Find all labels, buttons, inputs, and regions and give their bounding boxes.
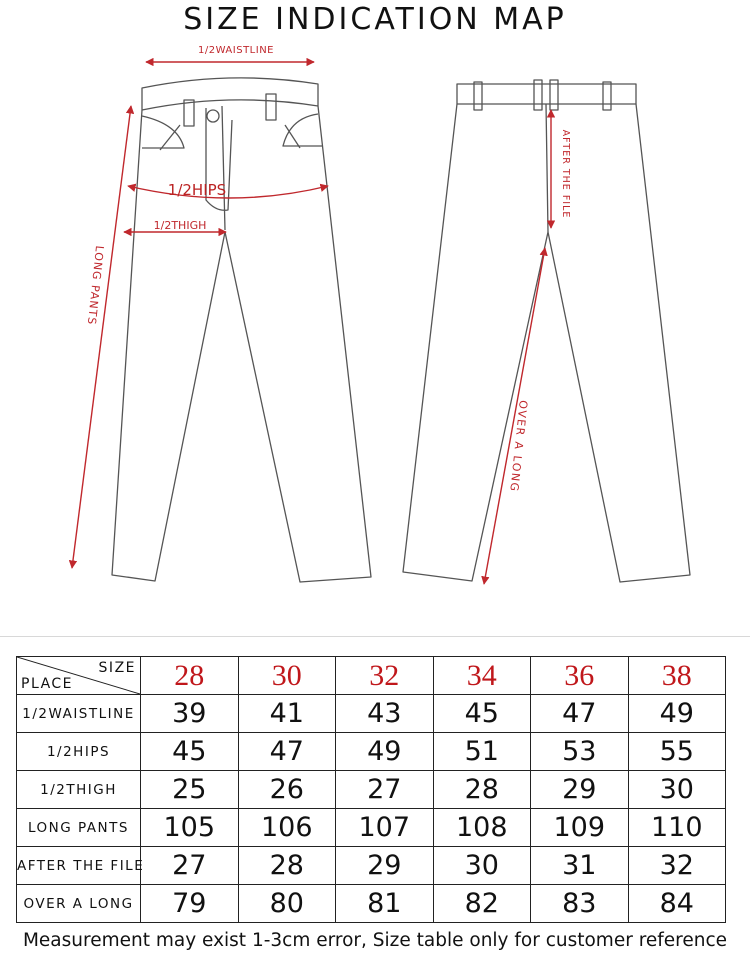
table-row bbox=[17, 695, 726, 733]
measurement-cell: 53 bbox=[531, 733, 629, 771]
table-corner-cell bbox=[17, 657, 141, 695]
measurement-cell: 28 bbox=[238, 847, 336, 885]
size-header: 36 bbox=[531, 657, 629, 695]
measurement-cell: 27 bbox=[336, 771, 434, 809]
size-table bbox=[16, 656, 726, 923]
measurement-cell: 79 bbox=[141, 885, 239, 923]
label-long-pants: LONG PANTS bbox=[84, 244, 107, 326]
measurement-cell: 30 bbox=[433, 847, 531, 885]
place-label: AFTER THE FILE bbox=[17, 847, 141, 885]
measurement-cell: 26 bbox=[238, 771, 336, 809]
measurement-arrows bbox=[72, 62, 551, 584]
footnote: Measurement may exist 1-3cm error, Size table only for customer reference bbox=[22, 930, 728, 951]
table-row bbox=[17, 733, 726, 771]
table-row bbox=[17, 809, 726, 847]
measurement-cell: 82 bbox=[433, 885, 531, 923]
size-header: 32 bbox=[336, 657, 434, 695]
measurement-cell: 43 bbox=[336, 695, 434, 733]
measurement-cell: 27 bbox=[141, 847, 239, 885]
measurement-cell: 105 bbox=[141, 809, 239, 847]
measurement-cell: 83 bbox=[531, 885, 629, 923]
measurement-cell: 31 bbox=[531, 847, 629, 885]
measurement-cell: 47 bbox=[531, 695, 629, 733]
measurement-cell: 107 bbox=[336, 809, 434, 847]
measurement-cell: 41 bbox=[238, 695, 336, 733]
table-row bbox=[17, 885, 726, 923]
measurement-cell: 110 bbox=[628, 809, 726, 847]
table-header-row bbox=[17, 657, 726, 695]
measurement-cell: 32 bbox=[628, 847, 726, 885]
front-pants-outline bbox=[112, 78, 371, 582]
place-label: 1/2WAISTLINE bbox=[17, 695, 141, 733]
measurement-cell: 45 bbox=[141, 733, 239, 771]
measurement-cell: 47 bbox=[238, 733, 336, 771]
label-over-a-long: OVER A LONG bbox=[507, 399, 530, 494]
measurement-cell: 29 bbox=[336, 847, 434, 885]
measurement-cell: 106 bbox=[238, 809, 336, 847]
label-half-thigh: 1/2THIGH bbox=[153, 219, 207, 232]
over-a-long-arrow bbox=[484, 248, 545, 584]
label-after-the-file: AFTER THE FILE bbox=[560, 129, 571, 219]
place-label: LONG PANTS bbox=[17, 809, 141, 847]
measurement-cell: 84 bbox=[628, 885, 726, 923]
size-header: 34 bbox=[433, 657, 531, 695]
measurement-cell: 108 bbox=[433, 809, 531, 847]
corner-place-label: PLACE bbox=[21, 676, 74, 692]
measurement-cell: 51 bbox=[433, 733, 531, 771]
measurement-cell: 81 bbox=[336, 885, 434, 923]
measurement-cell: 109 bbox=[531, 809, 629, 847]
measurement-cell: 25 bbox=[141, 771, 239, 809]
label-half-hips: 1/2HIPS bbox=[167, 181, 227, 199]
measurement-cell: 39 bbox=[141, 695, 239, 733]
measurement-cell: 45 bbox=[433, 695, 531, 733]
measurement-cell: 30 bbox=[628, 771, 726, 809]
place-label: 1/2HIPS bbox=[17, 733, 141, 771]
table-row bbox=[17, 771, 726, 809]
measurement-cell: 49 bbox=[336, 733, 434, 771]
place-label: 1/2THIGH bbox=[17, 771, 141, 809]
size-header: 30 bbox=[238, 657, 336, 695]
measurement-cell: 29 bbox=[531, 771, 629, 809]
size-header: 28 bbox=[141, 657, 239, 695]
measurement-cell: 80 bbox=[238, 885, 336, 923]
corner-size-label: SIZE bbox=[98, 660, 136, 676]
back-pants-outline bbox=[403, 80, 690, 582]
section-divider bbox=[0, 636, 750, 637]
table-row bbox=[17, 847, 726, 885]
place-label: OVER A LONG bbox=[17, 885, 141, 923]
measurement-cell: 49 bbox=[628, 695, 726, 733]
label-half-waistline: 1/2WAISTLINE bbox=[198, 45, 274, 56]
measurement-cell: 55 bbox=[628, 733, 726, 771]
page-title: SIZE INDICATION MAP bbox=[183, 2, 567, 37]
size-header: 38 bbox=[628, 657, 726, 695]
measurement-cell: 28 bbox=[433, 771, 531, 809]
long-pants-arrow bbox=[72, 106, 131, 568]
